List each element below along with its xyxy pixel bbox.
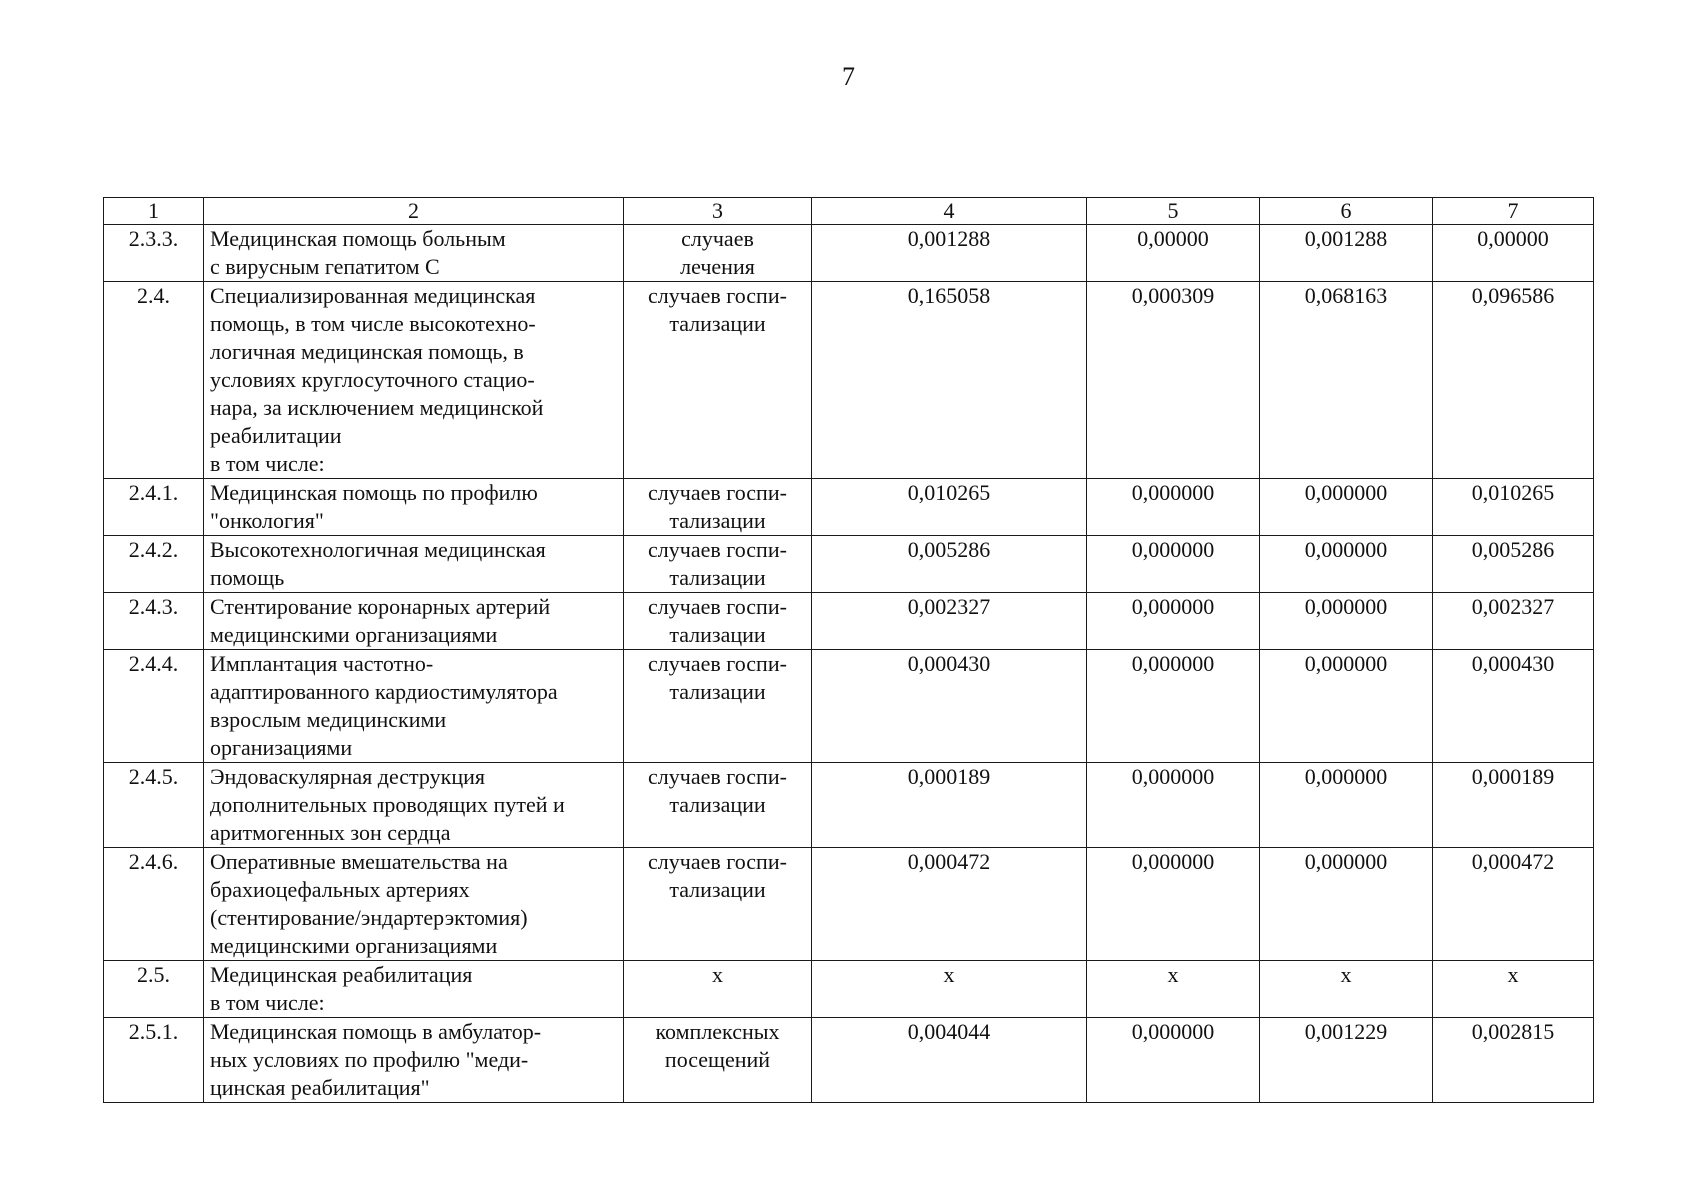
indicator-name-line: дополнительных проводящих путей и (210, 792, 565, 817)
indicator-name-line: с вирусным гепатитом С (210, 254, 440, 279)
unit-cell (624, 479, 812, 536)
indicator-name-cell (204, 225, 624, 282)
unit-line: случаев госпи- (648, 764, 787, 789)
value-cell-6: 0,001288 (1260, 225, 1433, 282)
indicator-name-line: взрослым медицинскими (210, 707, 447, 732)
value-cell-6: 0,001229 (1260, 1018, 1433, 1103)
value-cell-5: 0,000309 (1087, 282, 1260, 479)
value-cell-7: 0,002815 (1433, 1018, 1594, 1103)
value-cell-5: 0,000000 (1087, 1018, 1260, 1103)
indicator-name-line: Медицинская реабилитация (210, 962, 473, 987)
unit-cell (624, 848, 812, 961)
row-number-cell: 2.5. (104, 961, 204, 1018)
indicator-name-line: в том числе: (210, 451, 325, 476)
unit-line: случаев госпи- (648, 594, 787, 619)
value-cell-7: х (1433, 961, 1594, 1018)
row-number-cell: 2.3.3. (104, 225, 204, 282)
indicator-name-line: помощь, в том числе высокотехно- (210, 311, 536, 336)
indicator-name-cell (204, 650, 624, 763)
table-row (104, 848, 1594, 961)
value-cell-5: 0,000000 (1087, 479, 1260, 536)
value-cell-5: 0,000000 (1087, 593, 1260, 650)
unit-line: случаев госпи- (648, 480, 787, 505)
unit-line: комплексных (655, 1019, 780, 1044)
unit-line: случаев госпи- (648, 537, 787, 562)
value-cell-4: 0,001288 (812, 225, 1087, 282)
value-cell-4: 0,005286 (812, 536, 1087, 593)
table-row (104, 536, 1594, 593)
value-cell-4: 0,010265 (812, 479, 1087, 536)
indicator-name-cell (204, 593, 624, 650)
unit-cell (624, 650, 812, 763)
unit-cell (624, 593, 812, 650)
value-cell-4: 0,004044 (812, 1018, 1087, 1103)
table-row (104, 1018, 1594, 1103)
header-cell-7: 7 (1433, 198, 1594, 225)
unit-line: случаев госпи- (648, 849, 787, 874)
value-cell-7: 0,00000 (1433, 225, 1594, 282)
indicator-name-line: аритмогенных зон сердца (210, 820, 451, 845)
table-row (104, 961, 1594, 1018)
value-cell-4: х (812, 961, 1087, 1018)
row-number-cell: 2.4.5. (104, 763, 204, 848)
indicator-name-line: Стентирование коронарных артерий (210, 594, 551, 619)
row-number-cell: 2.4.1. (104, 479, 204, 536)
indicator-name-line: логичная медицинская помощь, в (210, 339, 524, 364)
indicator-name-line: в том числе: (210, 990, 325, 1015)
value-cell-6: 0,000000 (1260, 848, 1433, 961)
unit-cell (624, 961, 812, 1018)
value-cell-7: 0,000472 (1433, 848, 1594, 961)
unit-line: тализации (669, 877, 766, 902)
value-cell-7: 0,000430 (1433, 650, 1594, 763)
value-cell-4: 0,000472 (812, 848, 1087, 961)
value-cell-7: 0,002327 (1433, 593, 1594, 650)
unit-line: тализации (669, 565, 766, 590)
table-row (104, 650, 1594, 763)
value-cell-5: х (1087, 961, 1260, 1018)
indicator-name-cell (204, 848, 624, 961)
indicator-name-cell (204, 763, 624, 848)
value-cell-4: 0,000189 (812, 763, 1087, 848)
unit-cell (624, 763, 812, 848)
value-cell-5: 0,000000 (1087, 848, 1260, 961)
table-row (104, 763, 1594, 848)
value-cell-5: 0,000000 (1087, 536, 1260, 593)
value-cell-5: 0,00000 (1087, 225, 1260, 282)
value-cell-6: х (1260, 961, 1433, 1018)
indicator-name-line: "онкология" (210, 508, 324, 533)
indicator-name-line: адаптированного кардиостимулятора (210, 679, 558, 704)
header-cell-5: 5 (1087, 198, 1260, 225)
unit-line: посещений (664, 1047, 771, 1072)
indicator-name-line: Специализированная медицинская (210, 283, 536, 308)
indicator-name-line: Оперативные вмешательства на (210, 849, 508, 874)
unit-line: случаев (681, 226, 754, 251)
indicator-name-cell (204, 536, 624, 593)
row-number-cell: 2.4.2. (104, 536, 204, 593)
value-cell-6: 0,000000 (1260, 650, 1433, 763)
unit-cell (624, 282, 812, 479)
table-row (104, 593, 1594, 650)
row-number-cell: 2.5.1. (104, 1018, 204, 1103)
indicator-name-line: помощь (210, 565, 285, 590)
indicator-name-cell (204, 479, 624, 536)
header-cell-3: 3 (624, 198, 812, 225)
row-number-cell: 2.4.6. (104, 848, 204, 961)
unit-cell (624, 225, 812, 282)
header-cell-1: 1 (104, 198, 204, 225)
indicator-name-line: брахиоцефальных артериях (210, 877, 470, 902)
indicator-name-line: (стентирование/эндартерэктомия) (210, 905, 528, 930)
header-cell-6: 6 (1260, 198, 1433, 225)
unit-line: тализации (669, 622, 766, 647)
value-cell-5: 0,000000 (1087, 650, 1260, 763)
indicator-name-line: Имплантация частотно- (210, 651, 434, 676)
indicator-name-line: условиях круглосуточного стацио- (210, 367, 535, 392)
indicator-name-line: медицинскими организациями (210, 933, 498, 958)
data-table (103, 197, 1594, 1103)
indicator-name-line: цинская реабилитация" (210, 1075, 430, 1100)
indicator-name-cell (204, 282, 624, 479)
unit-line: тализации (669, 792, 766, 817)
value-cell-5: 0,000000 (1087, 763, 1260, 848)
indicator-name-line: нара, за исключением медицинской (210, 395, 544, 420)
header-row (104, 198, 1594, 225)
value-cell-7: 0,005286 (1433, 536, 1594, 593)
indicator-name-line: ных условиях по профилю "меди- (210, 1047, 529, 1072)
indicator-name-line: Медицинская помощь в амбулатор- (210, 1019, 542, 1044)
unit-line: случаев госпи- (648, 651, 787, 676)
value-cell-4: 0,165058 (812, 282, 1087, 479)
header-cell-4: 4 (812, 198, 1087, 225)
row-number-cell: 2.4.4. (104, 650, 204, 763)
indicator-name-line: организациями (210, 735, 353, 760)
value-cell-6: 0,000000 (1260, 536, 1433, 593)
unit-line: тализации (669, 311, 766, 336)
table-body (104, 198, 1594, 1103)
value-cell-7: 0,096586 (1433, 282, 1594, 479)
indicator-name-line: Медицинская помощь по профилю (210, 480, 538, 505)
value-cell-7: 0,000189 (1433, 763, 1594, 848)
value-cell-6: 0,068163 (1260, 282, 1433, 479)
unit-cell (624, 536, 812, 593)
unit-line: лечения (680, 254, 755, 279)
indicator-name-cell (204, 1018, 624, 1103)
unit-line: случаев госпи- (648, 283, 787, 308)
value-cell-6: 0,000000 (1260, 479, 1433, 536)
indicator-name-line: Медицинская помощь больным (210, 226, 506, 251)
table-row (104, 225, 1594, 282)
indicator-name-line: Высокотехнологичная медицинская (210, 537, 546, 562)
value-cell-4: 0,000430 (812, 650, 1087, 763)
table-row (104, 282, 1594, 479)
value-cell-7: 0,010265 (1433, 479, 1594, 536)
unit-cell (624, 1018, 812, 1103)
page-number: 7 (842, 62, 855, 91)
unit-line: х (712, 962, 723, 987)
table-row (104, 479, 1594, 536)
indicator-name-cell (204, 961, 624, 1018)
indicator-name-line: реабилитации (210, 423, 342, 448)
value-cell-6: 0,000000 (1260, 593, 1433, 650)
header-cell-2: 2 (204, 198, 624, 225)
unit-line: тализации (669, 508, 766, 533)
value-cell-4: 0,002327 (812, 593, 1087, 650)
row-number-cell: 2.4. (104, 282, 204, 479)
value-cell-6: 0,000000 (1260, 763, 1433, 848)
indicator-name-line: медицинскими организациями (210, 622, 498, 647)
unit-line: тализации (669, 679, 766, 704)
row-number-cell: 2.4.3. (104, 593, 204, 650)
indicator-name-line: Эндоваскулярная деструкция (210, 764, 485, 789)
